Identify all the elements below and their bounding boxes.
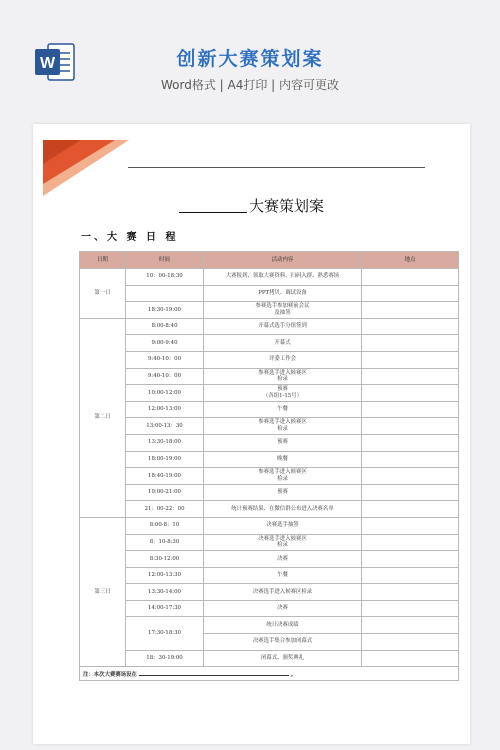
blank-line	[179, 198, 247, 213]
activity-line: 午餐	[277, 406, 288, 413]
table-row	[80, 368, 459, 385]
table-row	[80, 517, 459, 534]
table-row	[80, 302, 459, 319]
time-cell: 18:40-19:00	[126, 468, 204, 485]
time-cell: 8:00-8:40	[126, 318, 204, 335]
day-label: 第三日	[80, 517, 126, 666]
activity-line: 预赛	[277, 489, 288, 496]
table-row	[80, 451, 459, 468]
document-page	[33, 124, 470, 744]
table-row	[80, 351, 459, 368]
time-cell: 9:40-10：00	[126, 368, 204, 385]
location-cell	[362, 567, 459, 584]
activity-line: 决赛选手进入候赛区	[258, 535, 307, 542]
activity-cell	[204, 551, 362, 568]
location-cell	[362, 385, 459, 402]
column-header-time: 时间	[126, 252, 204, 269]
table-row	[80, 285, 459, 302]
heading-text: 大赛策划案	[248, 197, 324, 215]
table-header-row	[80, 252, 459, 269]
location-cell	[362, 368, 459, 385]
footer-label: 注：本次大赛赛场设在	[83, 671, 137, 678]
time-cell: 10:00-12:00	[126, 385, 204, 402]
footer-tail: 。	[290, 671, 297, 678]
activity-line: 参赛选手参加赛前会议	[255, 303, 310, 310]
time-cell: 13:30-18:00	[126, 434, 204, 451]
activity-cell	[204, 567, 362, 584]
activity-cell	[204, 617, 362, 634]
table-row	[80, 584, 459, 601]
time-cell: 18:30-19:00	[126, 302, 204, 319]
activity-cell	[204, 269, 362, 286]
time-cell: 9:40-10：00	[126, 351, 204, 368]
activity-line: 参赛选手进入候赛区	[258, 469, 307, 476]
time-cell: 9:00-9:40	[126, 335, 204, 352]
time-cell: 8:00-8：10	[126, 517, 204, 534]
table-row	[80, 418, 459, 435]
activity-cell	[204, 285, 362, 302]
day-label: 第一日	[80, 269, 126, 319]
time-cell: 17:30-18:30	[126, 617, 204, 650]
activity-line: 决赛选手集合参加闭幕式	[252, 638, 313, 645]
section-title: 一、大 赛 日 程	[81, 232, 179, 243]
activity-line: 午餐	[277, 572, 288, 579]
activity-cell	[204, 351, 362, 368]
schedule-table	[79, 251, 459, 681]
table-row	[80, 567, 459, 584]
activity-cell	[204, 451, 362, 468]
table-row	[80, 600, 459, 617]
location-cell	[362, 650, 459, 667]
activity-cell	[204, 650, 362, 667]
location-cell	[362, 351, 459, 368]
header-rule	[128, 167, 425, 168]
table-row	[80, 534, 459, 551]
activity-line: 预赛	[277, 439, 288, 446]
activity-line: 大赛报到、领取大赛资料、扫码入群、熟悉赛场	[225, 273, 340, 280]
activity-line: （各组1-15号）	[262, 392, 303, 399]
activity-cell	[204, 468, 362, 485]
location-cell	[362, 434, 459, 451]
activity-line: 晚餐	[277, 455, 288, 462]
activity-cell	[204, 368, 362, 385]
table-row	[80, 318, 459, 335]
time-cell: 14:00-17:30	[126, 600, 204, 617]
time-cell: 13:30-14:00	[126, 584, 204, 601]
location-cell	[362, 468, 459, 485]
activity-cell	[204, 434, 362, 451]
page-subtitle: Word格式 | A4打印 | 内容可更改	[160, 78, 340, 92]
footer-note	[80, 667, 459, 681]
location-cell	[362, 634, 459, 651]
table-row	[80, 434, 459, 451]
activity-cell	[204, 335, 362, 352]
activity-line: 评委工作会	[269, 356, 296, 363]
activity-line: 预赛	[277, 386, 288, 393]
activity-cell	[204, 385, 362, 402]
location-cell	[362, 335, 459, 352]
activity-cell	[204, 600, 362, 617]
location-cell	[362, 318, 459, 335]
location-cell	[362, 584, 459, 601]
table-row	[80, 468, 459, 485]
column-header-date: 日期	[80, 252, 126, 269]
time-cell: 8:30-12:00	[126, 551, 204, 568]
time-cell	[126, 285, 204, 302]
activity-line: 统计预赛结果、在微信群公布进入决赛名单	[231, 505, 334, 512]
table-row	[80, 401, 459, 418]
activity-line: 检录	[277, 376, 288, 383]
activity-cell	[204, 534, 362, 551]
activity-line: 统计决赛成绩	[266, 621, 299, 628]
document-heading	[33, 195, 470, 216]
footer-blank-line	[139, 669, 289, 676]
table-row	[80, 335, 459, 352]
activity-line: 开幕式	[274, 339, 291, 346]
activity-line: PPT拷贝、调试设备	[258, 290, 307, 297]
table-row	[80, 269, 459, 286]
location-cell	[362, 551, 459, 568]
time-cell: 19:00-21:00	[126, 484, 204, 501]
activity-cell	[204, 302, 362, 319]
location-cell	[362, 534, 459, 551]
location-cell	[362, 269, 459, 286]
page-title: 创新大赛策划案	[176, 48, 324, 70]
activity-line: 开幕式选手分组签到	[258, 323, 307, 330]
time-cell: 18:00-19:00	[126, 451, 204, 468]
location-cell	[362, 617, 459, 634]
activity-line: 检录	[277, 542, 288, 549]
activity-cell	[204, 318, 362, 335]
location-cell	[362, 401, 459, 418]
time-cell: 8：10-8:30	[126, 534, 204, 551]
time-cell: 10：00-18:30	[126, 269, 204, 286]
activity-line: 决赛	[277, 555, 288, 562]
location-cell	[362, 451, 459, 468]
time-cell: 12:00-13:00	[126, 401, 204, 418]
table-footer-row	[80, 667, 459, 681]
activity-cell	[204, 501, 362, 518]
activity-line: 检录	[277, 475, 288, 482]
activity-cell	[204, 634, 362, 651]
column-header-location: 地点	[362, 252, 459, 269]
activity-cell	[204, 401, 362, 418]
activity-cell	[204, 517, 362, 534]
header-banner	[0, 0, 500, 118]
activity-cell	[204, 584, 362, 601]
activity-line: 检录	[277, 426, 288, 433]
table-row	[80, 551, 459, 568]
activity-line: 决赛选手进入候赛区检录	[252, 588, 313, 595]
activity-line: 及抽签	[274, 309, 291, 316]
word-icon-letter: W	[39, 55, 56, 72]
day-label: 第二日	[80, 318, 126, 517]
time-cell: 21：00-22：00	[126, 501, 204, 518]
activity-line: 决赛选手抽签	[266, 522, 299, 529]
location-cell	[362, 302, 459, 319]
activity-line: 参赛选手进入候赛区	[258, 419, 307, 426]
activity-cell	[204, 484, 362, 501]
table-row	[80, 650, 459, 667]
table-row	[80, 385, 459, 402]
location-cell	[362, 484, 459, 501]
table-row	[80, 484, 459, 501]
activity-line: 参赛选手进入候赛区	[258, 369, 307, 376]
corner-decoration	[33, 124, 133, 196]
column-header-activity: 活动内容	[204, 252, 362, 269]
activity-line: 决赛	[277, 605, 288, 612]
location-cell	[362, 600, 459, 617]
location-cell	[362, 418, 459, 435]
table-row	[80, 617, 459, 634]
location-cell	[362, 517, 459, 534]
activity-line: 闭幕式、颁奖典礼	[260, 655, 305, 662]
time-cell: 13:00-13：30	[126, 418, 204, 435]
time-cell: 18：30-19:00	[126, 650, 204, 667]
location-cell	[362, 501, 459, 518]
location-cell	[362, 285, 459, 302]
time-cell: 12:00-13:30	[126, 567, 204, 584]
activity-cell	[204, 418, 362, 435]
table-row	[80, 501, 459, 518]
